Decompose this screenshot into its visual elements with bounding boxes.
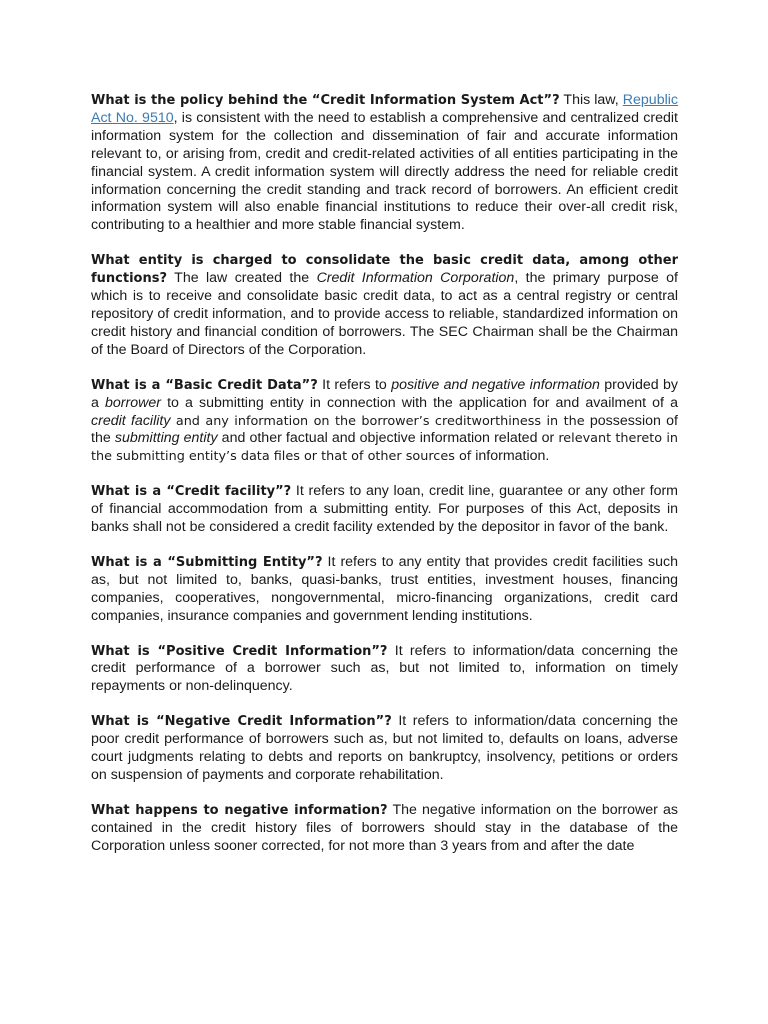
emphasis-text: borrower: [105, 394, 161, 411]
question-heading: What is a “Credit facility”?: [91, 484, 292, 500]
section-negative-info: [91, 713, 678, 785]
answer-text: information.: [471, 448, 550, 465]
section-positive-info: [91, 643, 678, 697]
answer-text: and any information on the borrower’s creditworthiness in the: [170, 413, 585, 429]
section-submitting-entity: [91, 554, 678, 626]
answer-text: It refers to information/data concerning the poor credit performance of borrowers such as, but not limited to, defaults on loans, adverse court judgments relating to debts and reports on bankruptcy, insolvency, petitions or orders on suspension of payments and corporate rehabilitation.: [91, 713, 678, 783]
answer-text: possession of the: [91, 412, 679, 447]
answer-text: , the primary purpose of which is to receive and consolidate basic credit data, to act as a central registry or central repository of credit information, and to provide access to reliable, standardized information on credit history and financial condition of borrowers. The SEC Chairman shall be the Chairman of the Board of Directors of the Corporation.: [91, 270, 679, 358]
answer-text: The negative information on the borrower as contained in the credit history files of borrowers should stay in the database of the Corporation unless sooner corrected, for not more than 3 years from and after the date: [91, 801, 678, 854]
emphasis-text: credit facility: [91, 412, 171, 429]
answer-text: It refers to: [317, 376, 392, 393]
question-heading: What is “Negative Credit Information”?: [91, 714, 392, 730]
question-heading: What is a “Basic Credit Data”?: [91, 377, 318, 393]
answer-text: This law,: [559, 92, 623, 108]
section-basic-credit-data: [91, 377, 678, 467]
emphasis-text: Credit Information Corporation: [316, 270, 515, 287]
question-heading: What is a “Submitting Entity”?: [91, 554, 323, 570]
answer-text: and other factual and objective information related or: [217, 430, 559, 447]
emphasis-text: submitting entity: [114, 430, 218, 447]
answer-text: relevant thereto in the submitting entity’s data files or that of other sources of: [91, 431, 679, 465]
answer-text: It refers to information/data concerning the credit performance of a borrower such as, but not limited to, information on timely repayments or non-delinquency.: [91, 642, 678, 695]
answer-text: , is consistent with the need to establish a comprehensive and centralized credit information system for the collection and dissemination of fair and accurate information relevant to, or arising from, credit and credit-related activities of all entities participating in the financial system. A credit information system will directly address the need for reliable credit information concerning the credit standing and track record of borrowers. An efficient credit information system will also enable financial institutions to reduce their over-all credit risk, contributing to a healthier and more stable financial system.: [91, 109, 678, 234]
question-heading: What is the policy behind the “Credit Information System Act”?: [91, 93, 560, 108]
republic-act-link[interactable]: Republic Act No. 9510: [91, 92, 678, 126]
answer-text: The law created the: [167, 270, 317, 287]
answer-text: to a submitting entity in connection with the application for and availment of a: [161, 394, 678, 411]
question-heading: What is “Positive Credit Information”?: [91, 643, 388, 659]
answer-text: It refers to any entity that provides credit facilities such as, but not limited to, banks, quasi-banks, trust entities, investment houses, financing companies, cooperatives, nongovernmental, micro-financing organizations, credit card companies, insurance companies and government lending institutions.: [91, 553, 678, 624]
section-entity: [91, 252, 678, 359]
question-heading: What entity is charged to consolidate the basic credit data, among other functions?: [91, 253, 678, 287]
emphasis-text: positive and negative information: [391, 376, 600, 393]
question-heading: What happens to negative information?: [91, 802, 388, 818]
section-credit-facility: [91, 483, 678, 537]
section-negative-info-retention: [91, 802, 678, 856]
answer-text: provided by a: [91, 376, 678, 411]
answer-text: It refers to any loan, credit line, guarantee or any other form of financial accommodation from a submitting entity. For purposes of this Act, deposits in banks shall not be considered a credit facility extended by the depositor in favor of the bank.: [91, 483, 678, 536]
section-policy: [91, 92, 678, 235]
